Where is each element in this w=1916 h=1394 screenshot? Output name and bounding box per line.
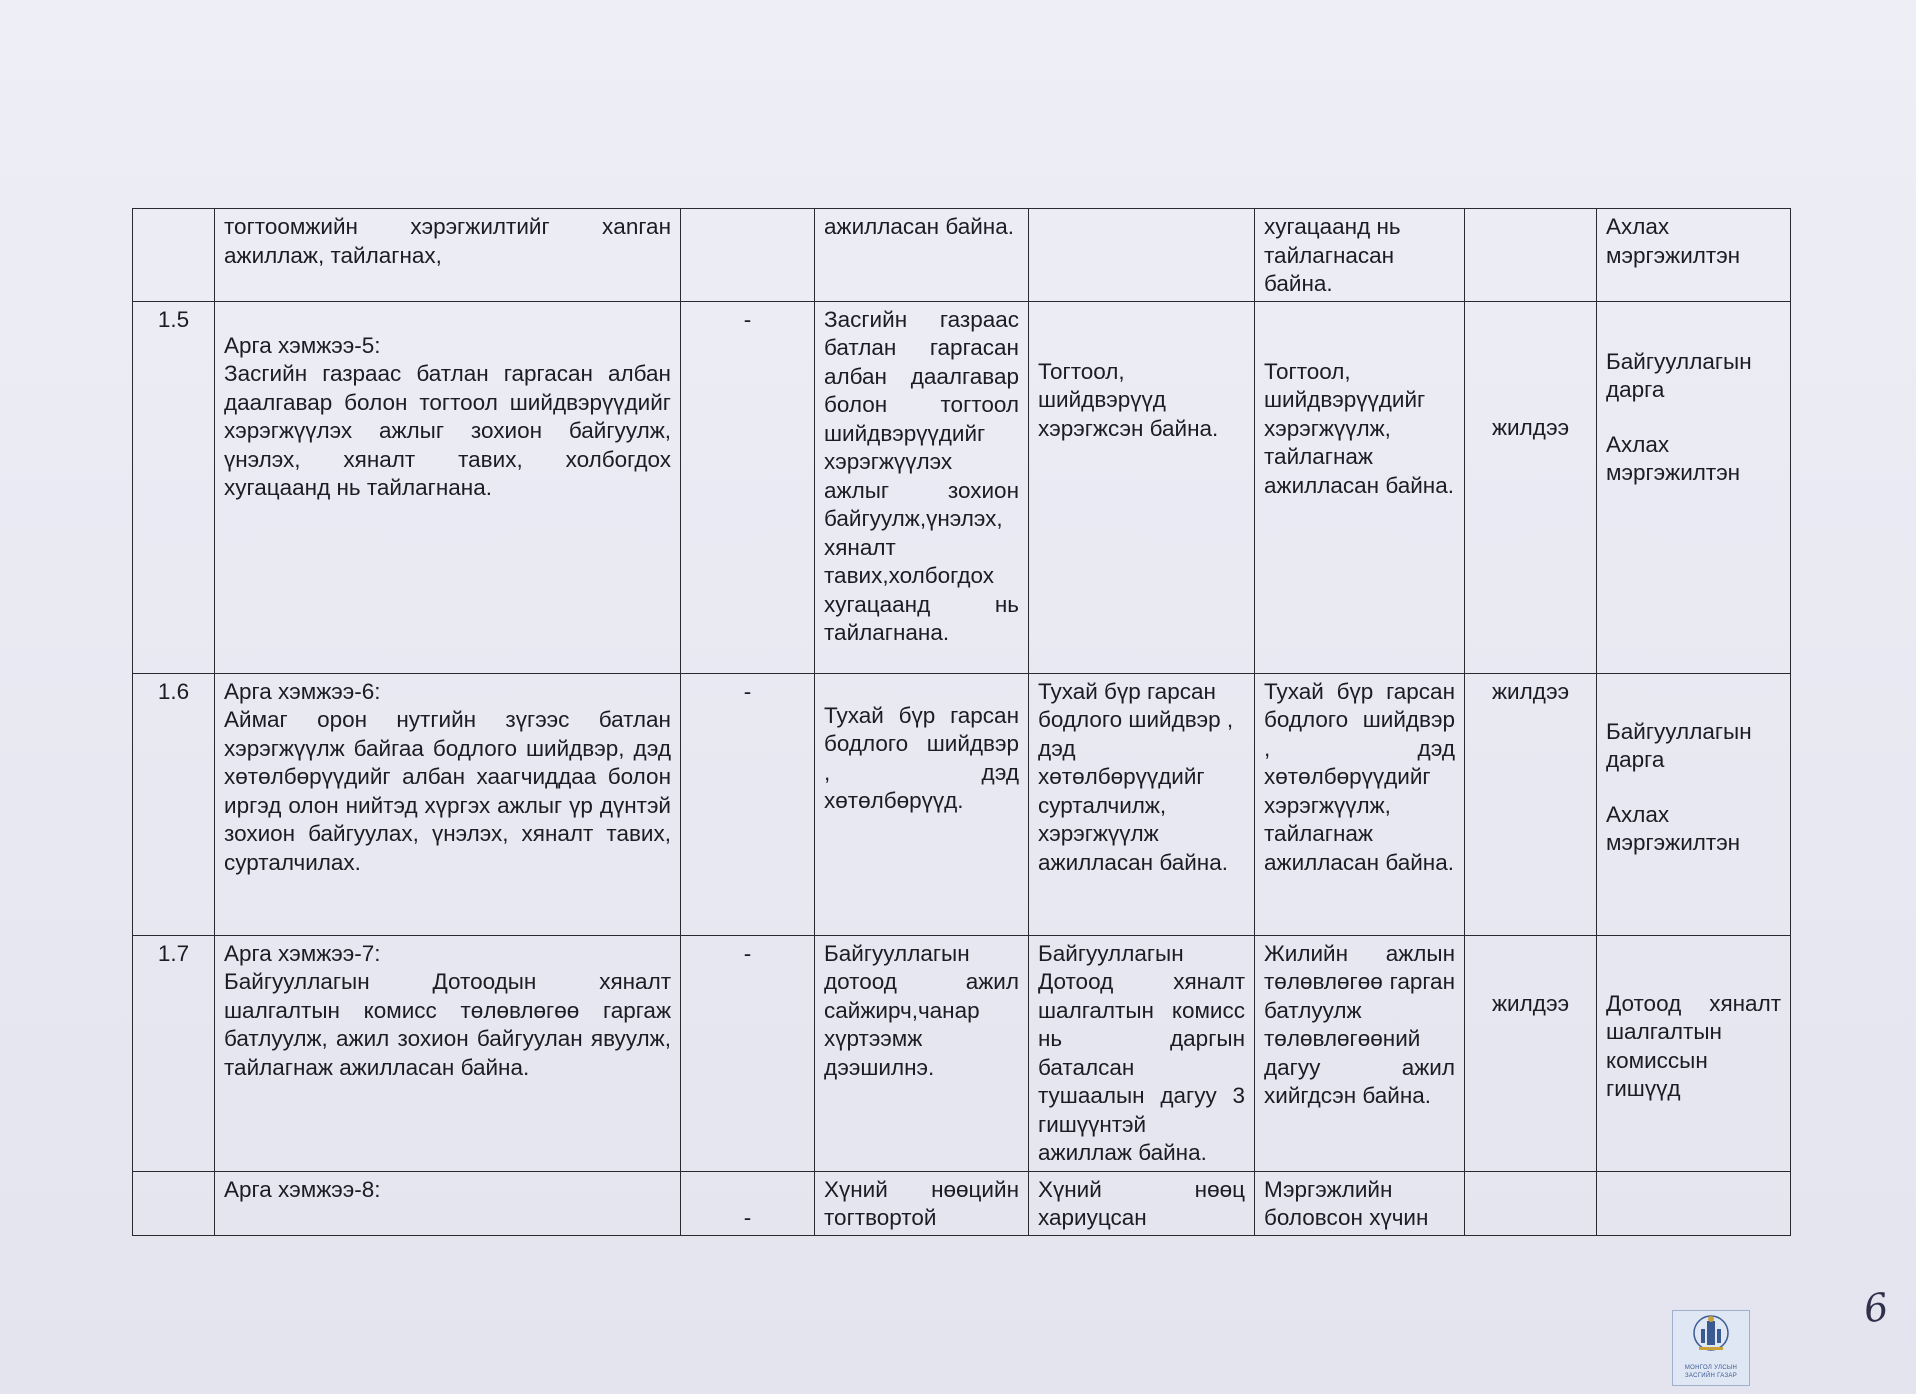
responsible-primary: Байгууллагын дарга [1606, 348, 1752, 402]
responsible-secondary: Ахлах мэргэжилтэн [1606, 431, 1741, 485]
evaluation-cell: хугацаанд нь тайлагнасан байна. [1255, 209, 1465, 302]
expected-result-cell: Засгийн газраас батлан гаргасан албан даалгавар болон тогтоол шийдвэрүүдийг хэрэгжүүлэх ажлыг зохион байгуулж,үнэлэх, хяналт тавих,холбогдох хугацаанд нь тайлагнана. [815, 301, 1029, 673]
measure-cell [215, 673, 681, 935]
measure-title: Арга хэмжээ-8: [224, 1176, 381, 1202]
measure-cell [215, 935, 681, 1171]
row-number: 1.7 [133, 935, 215, 1171]
measure-cell: тогтоомжийн хэрэгжилтийг хanган ажиллаж, тайлагнах, [215, 209, 681, 302]
responsible-cell [1597, 673, 1791, 935]
evaluation-cell: Тухай бүр гарсан бодлого шийдвэр , дэд хөтөлбөрүүдийг хэрэгжүүлж, тайлагнаж ажилласан байна. [1255, 673, 1465, 935]
measure-title: Арга хэмжээ-5: [224, 332, 381, 358]
measure-text: Засгийн газраас батлан гаргасан албан даалгавар болон тогтоол шийдвэрүүдийг хэрэгжүүлэх ажлыг зохион байгуулж, үнэлэх, хяналт тавих, холбогдох хугацаанд нь тайлагнана. [224, 361, 671, 500]
responsible-primary: Дотоод хяналт шалгалтын комиссын гишүүд [1606, 990, 1781, 1101]
deadline-cell: жилдээ [1465, 673, 1597, 935]
row-number: 1.5 [133, 301, 215, 673]
indicator-cell: Байгууллагын Дотоод хяналт шалгалтын комисс нь даргын баталсан тушаалын дагуу 3 гишүүнтэй ажиллаж байна. [1029, 935, 1255, 1171]
seal-text-line-1: МОНГОЛ УЛСЫН [1684, 1365, 1738, 1371]
indicator-cell: Тухай бүр гарсан бодлого шийдвэр , дэд хөтөлбөрүүдийг сурталчилж, хэрэгжүүлж ажилласан байна. [1029, 673, 1255, 935]
deadline-cell: жилдээ [1465, 935, 1597, 1171]
deadline-cell: жилдээ [1465, 301, 1597, 673]
baseline-cell: - [681, 301, 815, 673]
deadline-cell [1465, 209, 1597, 302]
responsible-primary: Байгууллагын дарга [1606, 718, 1752, 772]
expected-result-cell: Тухай бүр гарсан бодлого шийдвэр , дэд хөтөлбөрүүд. [815, 673, 1029, 935]
measure-text: Аймаг орон нутгийн зүгээс батлан хэрэгжүүлж байгаа бодлого шийдвэр, дэд хөтөлбөрүүдийг албан хаагчиддаа болон иргэд олон нийтэд хүргэх ажлыг үр дүнтэй зохион байгуулах, үнэлэх, хяналт тавих, сурталчилах. [224, 707, 671, 875]
table-row [133, 301, 1791, 673]
responsible-secondary: Ахлах мэргэжилтэн [1606, 801, 1741, 855]
deadline-cell [1465, 1171, 1597, 1235]
page-number: 6 [1860, 1284, 1891, 1332]
expected-result-cell: ажилласан байна. [815, 209, 1029, 302]
measure-title: Арга хэмжээ-6: [224, 678, 381, 704]
evaluation-cell: Тогтоол, шийдвэрүүдийг хэрэгжүүлж, тайлагнаж ажилласан байна. [1255, 301, 1465, 673]
expected-result-cell: Хүний нөөцийн тогтвортой [815, 1171, 1029, 1235]
measure-cell [215, 301, 681, 673]
table-row [133, 673, 1791, 935]
table-row [133, 935, 1791, 1171]
measure-text: Байгууллагын Дотоодын хяналт шалгалтын комисс төлөвлөгөө гаргаж батлуулж, ажил зохион байгуулан явуулж, тайлагнаж ажилласан байна. [224, 969, 671, 1080]
expected-result-cell: Байгууллагын дотоод ажил сайжирч,чанар хүртээмж дээшилнэ. [815, 935, 1029, 1171]
evaluation-cell: Мэргэжлийн боловсон хүчин [1255, 1171, 1465, 1235]
baseline-cell: - [681, 935, 815, 1171]
responsible-cell [1597, 935, 1791, 1171]
row-number [133, 209, 215, 302]
measure-title: Арга хэмжээ-7: [224, 940, 381, 966]
row-number [133, 1171, 215, 1235]
baseline-cell: - [681, 673, 815, 935]
measure-cell [215, 1171, 681, 1235]
responsible-cell [1597, 1171, 1791, 1235]
row-number: 1.6 [133, 673, 215, 935]
table-row [133, 1171, 1791, 1235]
indicator-cell [1029, 209, 1255, 302]
soyombo-emblem-icon [1673, 1311, 1749, 1361]
indicator-cell: Хүний нөөц хариуцсан [1029, 1171, 1255, 1235]
responsible-cell: Ахлах мэргэжилтэн [1597, 209, 1791, 302]
indicator-cell: Тогтоол, шийдвэрүүд хэрэгжсэн байна. [1029, 301, 1255, 673]
government-seal [1672, 1310, 1750, 1386]
action-plan-table [132, 208, 1791, 1236]
evaluation-cell: Жилийн ажлын төлөвлөгөө гарган батлуулж төлөвлөгөөний дагуу ажил хийгдсэн байна. [1255, 935, 1465, 1171]
baseline-cell: - [681, 1171, 815, 1235]
table-row-continued [133, 209, 1791, 302]
baseline-cell [681, 209, 815, 302]
seal-text-line-2: ЗАСГИЙН ГАЗАР [1684, 1373, 1737, 1379]
responsible-cell [1597, 301, 1791, 673]
